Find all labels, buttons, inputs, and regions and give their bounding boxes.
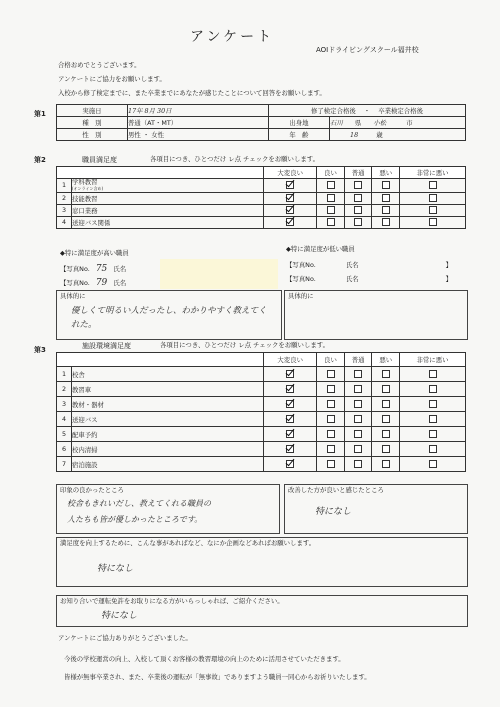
- facility-row: [57, 442, 466, 457]
- row-label: 校内清掃: [72, 442, 264, 457]
- detail-label-right: 具体的に: [288, 292, 314, 300]
- staff-row: [57, 216, 466, 228]
- checkbox[interactable]: [286, 430, 294, 438]
- section2-marker: 第2: [34, 156, 46, 164]
- age-suffix: 歳: [376, 131, 383, 139]
- checkbox[interactable]: [327, 385, 335, 393]
- low-staff-title: ◆特に満足度が低い職員: [286, 245, 355, 253]
- status-option-1: 修了検定合格後: [311, 107, 356, 115]
- facility-col-2: 良い: [317, 353, 345, 367]
- origin-pref-suffix: 県: [354, 119, 362, 127]
- checkbox[interactable]: [429, 430, 437, 438]
- checkbox[interactable]: [286, 460, 294, 468]
- section3-instruction: 各項目につき、ひとつだけ レ点 チェックをお願いします。: [160, 341, 330, 349]
- detail-text: 優しくて明るい人だったし、わかりやすく教えてくれた。: [71, 306, 267, 330]
- date-value[interactable]: 17年 8月 30日: [128, 105, 269, 117]
- age-label: 年 齢: [269, 129, 330, 141]
- origin-value[interactable]: [330, 117, 466, 129]
- staff-satisfaction-table: [56, 166, 466, 229]
- checkbox[interactable]: [429, 181, 437, 189]
- checkbox[interactable]: [429, 206, 437, 214]
- checkbox[interactable]: [382, 370, 390, 378]
- checkbox[interactable]: [429, 445, 437, 453]
- checkbox[interactable]: [429, 400, 437, 408]
- status-option-2: 卒業検定合格後: [378, 107, 423, 115]
- row-num: 3: [57, 204, 72, 216]
- checkbox[interactable]: [382, 181, 390, 189]
- name-label: 氏名: [345, 261, 359, 269]
- staff-col-2: 良い: [317, 167, 345, 179]
- facility-row: [57, 397, 466, 412]
- name-label: 氏名: [345, 275, 359, 283]
- row-num: 6: [57, 442, 72, 457]
- checkbox[interactable]: [327, 194, 335, 202]
- section3-heading: 施設環境満足度: [82, 342, 131, 350]
- referral-text: 特になし: [101, 611, 138, 621]
- row-label: 技能教習: [72, 192, 264, 204]
- checkbox[interactable]: [354, 194, 362, 202]
- row-num: 5: [57, 427, 72, 442]
- staff-col-4: 悪い: [372, 167, 400, 179]
- checkbox[interactable]: [286, 206, 294, 214]
- checkbox[interactable]: [327, 218, 335, 226]
- section1-table: [56, 104, 466, 141]
- checkbox[interactable]: [382, 415, 390, 423]
- checkbox[interactable]: [354, 385, 362, 393]
- photo-label: 【写真No.: [286, 261, 316, 269]
- checkbox[interactable]: [286, 385, 294, 393]
- low-staff-entry[interactable]: [286, 262, 466, 270]
- school-name: AOIドライビングスクール福井校: [316, 46, 419, 54]
- checkbox[interactable]: [429, 218, 437, 226]
- high-staff-entry[interactable]: [60, 264, 126, 275]
- detail-box-left[interactable]: [56, 290, 282, 340]
- checkbox[interactable]: [354, 400, 362, 408]
- facility-row: [57, 367, 466, 382]
- facility-row: [57, 412, 466, 427]
- row-label: 校舎: [72, 367, 264, 382]
- checkbox[interactable]: [382, 194, 390, 202]
- staff-row: [57, 192, 466, 204]
- staff-col-3: 普通: [344, 167, 372, 179]
- staff-header-blank: [57, 167, 264, 179]
- page-title: アンケート: [190, 29, 275, 45]
- checkbox[interactable]: [354, 206, 362, 214]
- origin-label: 出身地: [269, 117, 330, 129]
- footer-line-2: 今後の学校運営の向上、入校して頂くお客様の教習環境の向上のために活用させていただきます。: [64, 655, 345, 663]
- checkbox[interactable]: [286, 415, 294, 423]
- row-label: 送迎バス関係: [72, 216, 264, 228]
- footer-line-1: アンケートにご協力ありがとうございました。: [58, 634, 192, 642]
- facility-satisfaction-table: [56, 352, 466, 472]
- row-num: 4: [57, 412, 72, 427]
- checkbox[interactable]: [327, 206, 335, 214]
- photo-label: 【写真No.: [60, 265, 90, 273]
- close-bracket: 】: [445, 261, 452, 269]
- row-label: 教習車: [72, 382, 264, 397]
- checkbox[interactable]: [354, 181, 362, 189]
- facility-row: [57, 427, 466, 442]
- checkbox[interactable]: [286, 181, 294, 189]
- staff-row: [57, 204, 466, 216]
- good-impression-box[interactable]: [56, 484, 280, 534]
- checkbox[interactable]: [354, 445, 362, 453]
- high-staff-entry[interactable]: [60, 278, 126, 289]
- row-num: 3: [57, 397, 72, 412]
- checkbox[interactable]: [354, 218, 362, 226]
- photo-label: 【写真No.: [286, 275, 316, 283]
- checkbox[interactable]: [354, 370, 362, 378]
- row-label: 宿泊施設: [72, 457, 264, 472]
- row-label-sub: (オンライン含め): [72, 186, 104, 192]
- facility-col-1: 大変良い: [264, 353, 317, 367]
- photo-label: 【写真No.: [60, 279, 90, 287]
- footer-line-3: 皆様が無事卒業され、また、卒業後の運転が「無事故」でありますよう職員一同心からお祈りいたします。: [64, 673, 371, 681]
- age-value[interactable]: [330, 129, 466, 141]
- row-label-text: 学科教習: [72, 178, 98, 186]
- section2-instruction: 各項目につき、ひとつだけ レ点 チェックをお願いします。: [150, 155, 320, 163]
- facility-col-4: 悪い: [372, 353, 400, 367]
- checkbox[interactable]: [327, 415, 335, 423]
- section3-marker: 第3: [34, 346, 46, 354]
- staff-col-1: 大変良い: [264, 167, 317, 179]
- row-label: 窓口業務: [72, 204, 264, 216]
- checkbox[interactable]: [286, 400, 294, 408]
- referral-box[interactable]: [56, 595, 468, 627]
- checkbox[interactable]: [327, 181, 335, 189]
- status-sep: ・: [363, 107, 371, 115]
- photo-no: 75: [95, 264, 108, 274]
- row-label: 送迎バス: [72, 412, 264, 427]
- type-label: 種 別: [57, 117, 128, 129]
- checkbox[interactable]: [327, 445, 335, 453]
- checkbox[interactable]: [382, 460, 390, 468]
- facility-row: [57, 457, 466, 472]
- origin-city-suffix: 市: [406, 119, 413, 127]
- checkbox[interactable]: [382, 385, 390, 393]
- age-number: 18: [350, 131, 359, 139]
- checkbox[interactable]: [382, 445, 390, 453]
- name-label: 氏名: [113, 265, 127, 273]
- row-num: 2: [57, 192, 72, 204]
- facility-col-3: 普通: [344, 353, 372, 367]
- good-impression-text-2: 人たちも皆が優しかったところです。: [67, 515, 203, 524]
- redacted-name: [160, 259, 278, 289]
- satisfaction-label: 満足度を向上するために、こんな事があればなど、なにか企画などあればお願いします。: [60, 539, 316, 547]
- improve-label: 改善した方が良いと感じたところ: [288, 486, 384, 494]
- greeting-line-3: 入校から修了検定までに、また卒業までにあなたが感じたことについて回答をお願いします。: [58, 89, 326, 97]
- checkbox[interactable]: [382, 206, 390, 214]
- name-label: 氏名: [113, 279, 127, 287]
- date-label: 実施日: [57, 105, 128, 117]
- checkbox[interactable]: [429, 385, 437, 393]
- low-staff-entry[interactable]: [286, 276, 466, 284]
- good-impression-label: 印象の良かったところ: [60, 486, 124, 494]
- high-staff-title: ◆特に満足度が高い職員: [60, 249, 129, 257]
- greeting-line-1: 合格おめでとうございます。: [58, 61, 141, 69]
- detail-box-right[interactable]: [284, 290, 468, 340]
- section1-marker: 第1: [34, 110, 46, 118]
- improve-box[interactable]: [284, 484, 468, 534]
- row-label: 教材・器材: [72, 397, 264, 412]
- checkbox[interactable]: [429, 370, 437, 378]
- checkbox[interactable]: [429, 460, 437, 468]
- row-num: 2: [57, 382, 72, 397]
- row-num: 1: [57, 367, 72, 382]
- checkbox[interactable]: [286, 194, 294, 202]
- facility-header-blank: [57, 353, 264, 367]
- checkbox[interactable]: [429, 415, 437, 423]
- checkbox[interactable]: [286, 445, 294, 453]
- good-impression-text-1: 校舎もきれいだし、教えてくれる職員の: [67, 499, 211, 508]
- checkbox[interactable]: [354, 415, 362, 423]
- staff-row: [57, 179, 466, 193]
- checkbox[interactable]: [327, 400, 335, 408]
- checkbox[interactable]: [327, 370, 335, 378]
- photo-no: 79: [95, 278, 108, 288]
- referral-label: お知り合いで運転免許をお取りになる方がいらっしゃれば、ご紹介ください。: [60, 597, 284, 605]
- gender-value[interactable]: 男性 ・ 女性: [128, 129, 269, 141]
- gender-label: 性 別: [57, 129, 128, 141]
- facility-row: [57, 382, 466, 397]
- staff-col-5: 非常に悪い: [400, 167, 466, 179]
- detail-label: 具体的に: [60, 292, 86, 300]
- checkbox[interactable]: [354, 430, 362, 438]
- row-num: 1: [57, 179, 72, 193]
- origin-pref: 石川: [330, 119, 343, 127]
- row-num: 7: [57, 457, 72, 472]
- row-label: [72, 179, 264, 193]
- satisfaction-text: 特になし: [97, 564, 134, 574]
- checkbox[interactable]: [327, 460, 335, 468]
- satisfaction-box[interactable]: [56, 537, 468, 587]
- facility-col-5: 非常に悪い: [400, 353, 466, 367]
- section2-heading: 職員満足度: [82, 156, 117, 164]
- close-bracket: 】: [445, 275, 452, 283]
- checkbox[interactable]: [382, 400, 390, 408]
- checkbox[interactable]: [382, 430, 390, 438]
- exam-status[interactable]: [269, 105, 466, 117]
- checkbox[interactable]: [382, 218, 390, 226]
- checkbox[interactable]: [286, 218, 294, 226]
- checkbox[interactable]: [327, 430, 335, 438]
- origin-city: 小松: [373, 119, 387, 127]
- row-label: 配車予約: [72, 427, 264, 442]
- row-num: 4: [57, 216, 72, 228]
- checkbox[interactable]: [286, 370, 294, 378]
- type-value[interactable]: 普通（AT・MT）: [128, 117, 269, 129]
- improve-text: 特になし: [315, 507, 352, 517]
- checkbox[interactable]: [354, 460, 362, 468]
- greeting-line-2: アンケートにご協力をお願いします。: [58, 75, 166, 83]
- checkbox[interactable]: [429, 194, 437, 202]
